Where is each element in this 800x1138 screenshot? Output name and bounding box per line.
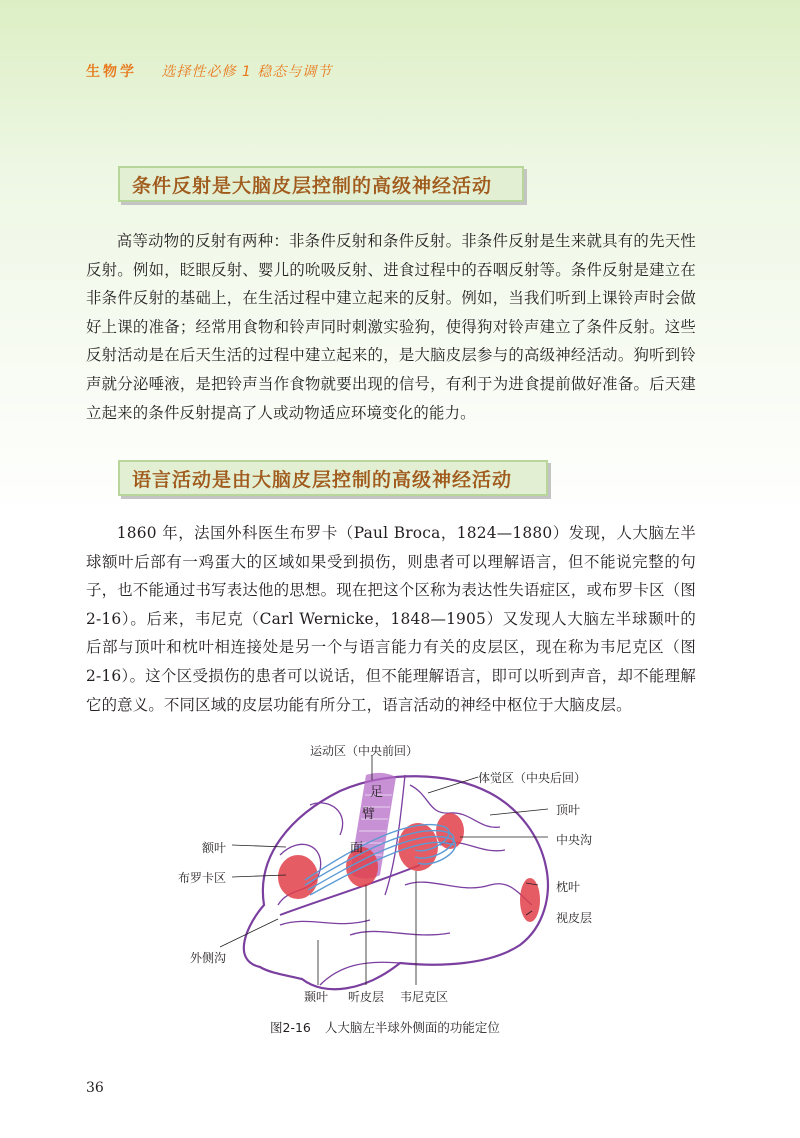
figure-caption [270,1018,500,1036]
broca-area [278,855,318,899]
section-title-language: 语言活动是由大脑皮层控制的高级神经活动 [118,460,548,496]
page-number: 36 [86,1080,104,1096]
paragraph-conditioned-reflex: 高等动物的反射有两种：非条件反射和条件反射。非条件反射是生来就具有的先天性反射。例如，眨眼反射、婴儿的吮吸反射、进食过程中的吞咽反射等。条件反射是建立在非条件反射的基础上，在生活过程中建立起来的反射。例如，当我们听到上课铃声时会做好上课的准备；经常用食物和铃声同时刺激实验狗，使得狗对铃声建立了条件反射。这些反射活动是在后天生活的过程中建立起来的，是大脑皮层参与的高级神经活动。狗听到铃声就分泌唾液，是把铃声当作食物就要出现的信号，有利于为进食提前做好准备。后天建立起来的条件反射提高了人或动物适应环境变化的能力。 [86,232,696,422]
label-central-sulcus: 中央沟 [556,833,593,847]
label-temporal: 颞叶 [304,990,329,1004]
section-title-conditioned-reflex: 条件反射是大脑皮层控制的高级神经活动 [118,166,524,202]
brain-figure [160,735,640,1020]
caption-number: 图2-16 [270,1020,311,1035]
label-occipital: 枕叶 [556,880,581,894]
paragraph-language: 1860 年，法国外科医生布罗卡（Paul Broca，1824—1880）发现，人大脑左半球额叶后部有一鸡蛋大的区域如果受到损伤，则患者可以理解语言，但不能说完整的句子，也不能通过书写表达他的思想。现在把这个区称为表达性失语症区，或布罗卡区（图 2-16）。后来，韦尼克（Carl Wernicke，1848—1905）又发现人大脑左半球颞叶的后部与顶叶和枕叶相连接处是另一个与语言能力有关的皮层区，现在称为韦尼克区（图 2-16）。这个区受损伤的患者可以说话，但不能理解语言，即可以听到声音，却不能理解它的意义。不同区域的皮层功能有所分工，语言活动的神经中枢位于大脑皮层。 [86,524,696,714]
label-sensory-area: 体觉区（中央后回） [478,771,587,785]
label-parietal: 顶叶 [556,803,581,817]
label-broca: 布罗卡区 [178,871,227,885]
label-auditory: 听皮层 [348,990,385,1004]
caption-text: 人大脑左半球外侧面的功能定位 [324,1020,500,1035]
header-course: 选择性必修 1 稳态与调节 [161,64,333,80]
label-arm: 臂 [362,807,376,822]
label-frontal: 额叶 [202,841,227,855]
running-header [86,61,332,81]
label-foot: 足 [370,785,384,800]
label-motor-area: 运动区（中央前回） [310,744,419,758]
label-wernicke: 韦尼克区 [400,990,449,1004]
header-subject: 生物学 [86,64,137,80]
label-visual: 视皮层 [556,911,593,925]
label-lateral-sulcus: 外侧沟 [190,951,227,965]
label-face: 面 [350,841,364,856]
